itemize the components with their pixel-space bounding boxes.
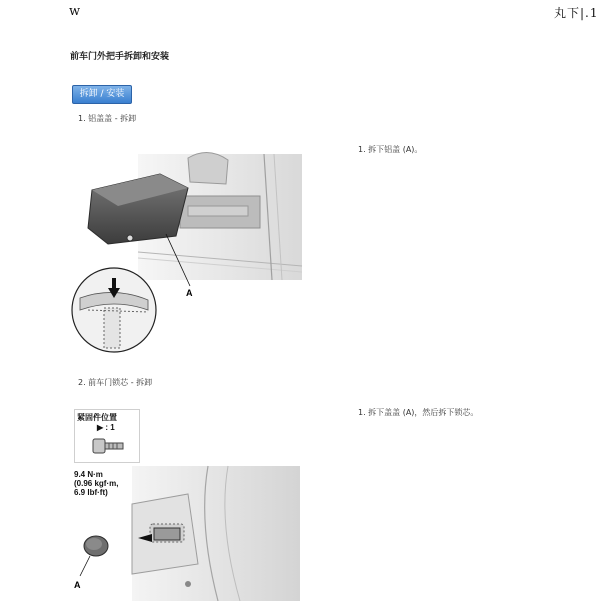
- cap-plug-drawing: [84, 536, 108, 556]
- callout-leader-line-2: [80, 556, 90, 576]
- step-1-heading: 1. 铝盖盖 - 拆卸: [78, 114, 137, 123]
- step-1-illustration: [68, 148, 308, 354]
- remove-install-tab[interactable]: 拆卸 / 安装: [72, 85, 132, 104]
- step-2-instruction: 1. 拆下盖盖 (A)，然后拆下锁芯。: [358, 408, 479, 417]
- step-2-heading: 2. 前车门锁芯 - 拆卸: [78, 378, 153, 387]
- fastener-count: ▶ : 1: [97, 423, 115, 432]
- step-2-callout-a: A: [74, 580, 81, 590]
- header-right-mark: 丸下|.1: [554, 6, 599, 20]
- torque-line-1: 9.4 N·m: [74, 470, 103, 479]
- fastener-caption: 紧固件位置: [77, 413, 117, 422]
- detail-zoom-circle: [72, 268, 156, 352]
- step-2-illustration: [68, 464, 308, 601]
- step-1-instruction: 1. 拆下铝盖 (A)。: [358, 145, 423, 154]
- header-left-mark: w: [69, 4, 81, 19]
- torque-line-2: (0.96 kgf·m,: [74, 479, 119, 488]
- bolt-icon: [91, 436, 131, 458]
- handle-cap-drawing: [88, 174, 188, 244]
- step-1-callout-a: A: [186, 288, 193, 298]
- document-title: 前车门外把手拆卸和安装: [70, 52, 170, 62]
- fastener-location-box: [74, 409, 140, 463]
- torque-line-3: 6.9 lbf·ft): [74, 488, 108, 497]
